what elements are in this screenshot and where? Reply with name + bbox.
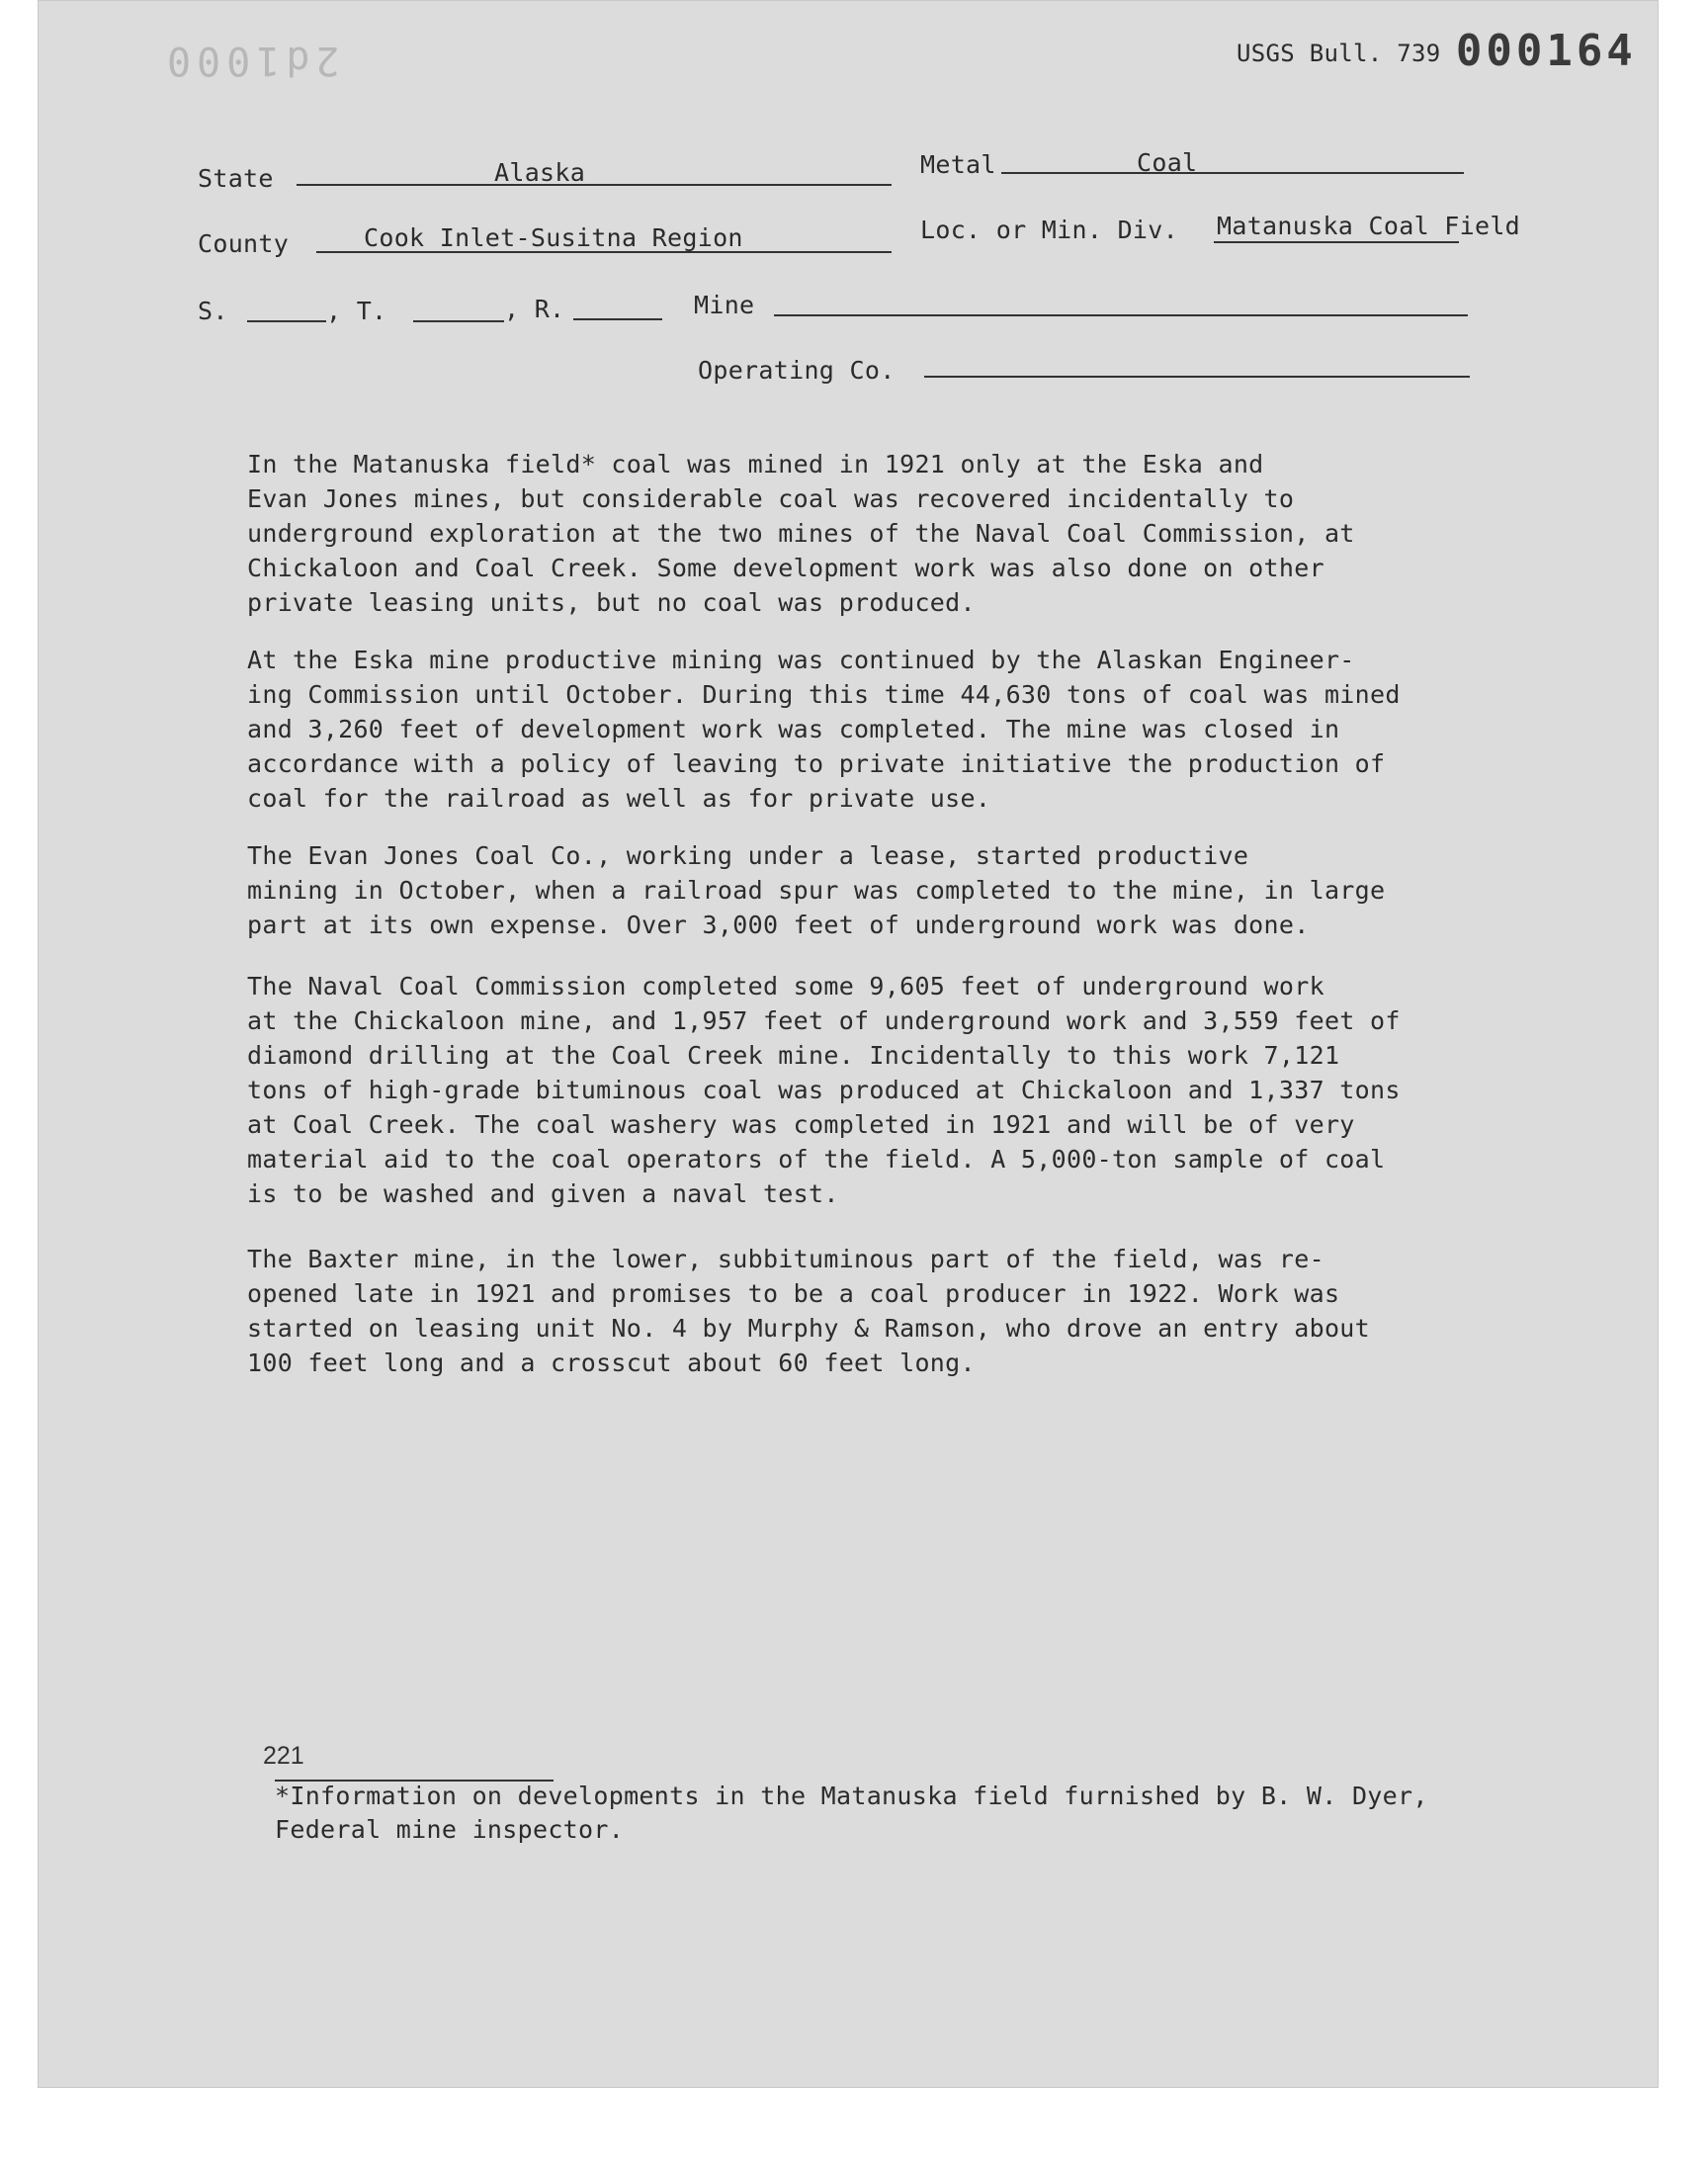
faded-stamp-number: 2d1000 bbox=[161, 38, 340, 83]
range-underline bbox=[573, 318, 662, 320]
township-underline bbox=[413, 320, 504, 322]
page-number: 221 bbox=[263, 1742, 304, 1770]
paragraph-1: In the Matanuska field* coal was mined in 1921 only at the Eska and Evan Jones mines, but considerable coal was recovered incidentally to underground exploration at the two mines of the Naval Coal Commission, at Chickaloon and Coal Creek. Some development work was also done on other private leasing units, but no coal was produced. bbox=[247, 450, 1355, 617]
state-underline bbox=[297, 184, 892, 186]
paragraph-5: The Baxter mine, in the lower, subbituminous part of the field, was re- opened late in 1921 and promises to be a coal producer in 1922. Work was started on leasing unit No. 4 by Murphy & Ramson, who drove an entry about 100 feet long and a crosscut about 60 feet long. bbox=[247, 1245, 1370, 1377]
metal-label: Metal bbox=[920, 150, 996, 179]
township-label: , T. bbox=[326, 297, 387, 325]
mine-label: Mine bbox=[694, 291, 755, 319]
section-underline bbox=[247, 320, 326, 322]
metal-value: Coal bbox=[1137, 148, 1198, 177]
operating-co-underline bbox=[924, 376, 1470, 378]
loc-value: Matanuska Coal Field bbox=[1217, 212, 1521, 240]
loc-label: Loc. or Min. Div. bbox=[920, 216, 1178, 244]
state-label: State bbox=[198, 164, 274, 193]
usgs-header bbox=[1237, 22, 1637, 76]
usgs-bulletin-label: USGS Bull. 739 bbox=[1237, 40, 1441, 67]
metal-underline bbox=[1001, 172, 1464, 174]
state-value: Alaska bbox=[494, 158, 586, 187]
mine-underline bbox=[774, 314, 1468, 316]
section-label: S. bbox=[198, 297, 228, 325]
paragraph-4: The Naval Coal Commission completed some 9,605 feet of underground work at the Chickaloon mine, and 1,957 feet of underground work and 3,559 feet of diamond drilling at the Coal Creek mine. Incidentally to this work 7,121 tons of high-grade bituminous coal was produced at Chickaloon and 1,337 tons at Coal Creek. The coal washery was completed in 1921 and will be of very material aid to the coal operators of the field. A 5,000-ton sample of coal is to be washed and given a naval test. bbox=[247, 972, 1401, 1208]
document-page bbox=[38, 0, 1659, 2088]
footnote: *Information on developments in the Matanuska field furnished by B. W. Dyer, Federal mine inspector. bbox=[275, 1782, 1428, 1844]
operating-co-label: Operating Co. bbox=[698, 356, 896, 385]
paragraph-2: At the Eska mine productive mining was continued by the Alaskan Engineer- ing Commission until October. During this time 44,630 tons of coal was mined and 3,260 feet of development work was completed. The mine was closed in accordance with a policy of leaving to private initiative the production of coal for the railroad as well as for private use. bbox=[247, 646, 1401, 813]
paragraph-3: The Evan Jones Coal Co., working under a lease, started productive mining in October, when a railroad spur was completed to the mine, in large part at its own expense. Over 3,000 feet of underground work was done. bbox=[247, 841, 1386, 939]
document-number-stamp: 000164 bbox=[1455, 26, 1637, 76]
county-label: County bbox=[198, 229, 290, 258]
range-label: , R. bbox=[504, 295, 565, 323]
loc-underline bbox=[1214, 241, 1459, 243]
county-value: Cook Inlet-Susitna Region bbox=[364, 223, 743, 252]
